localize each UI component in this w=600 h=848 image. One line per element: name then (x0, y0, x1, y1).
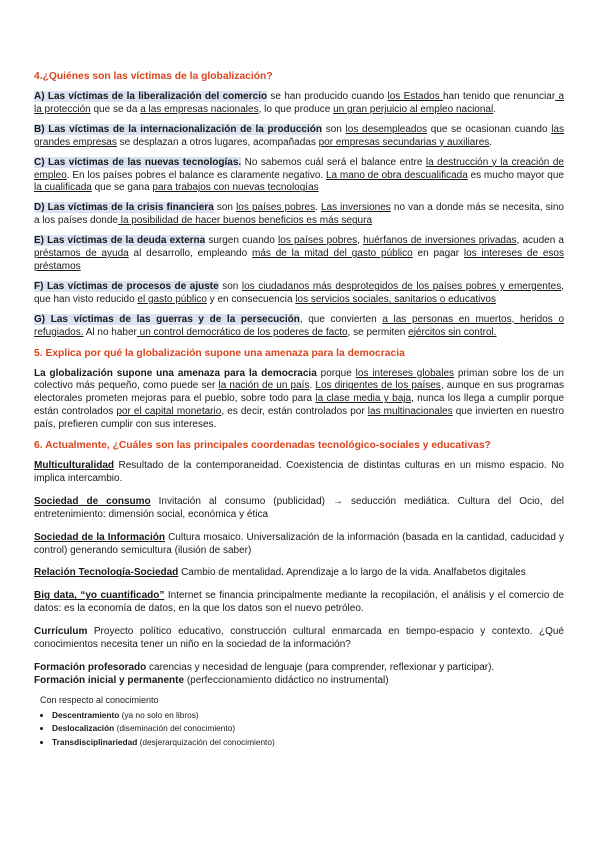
victims-commerce: A) Las víctimas de la liberalización del comercio se han producido cuando los Estados han tenido que renunciar a la protección que se da a las empresas nacionales, lo que produce un gran perjuicio al empleo nacional. (34, 91, 565, 115)
victims-adjustment: F) Las víctimas de procesos de ajuste son los ciudadanos más desprotegidos de los países pobres y emergentes, que han visto reducido el gasto público y en consecuencia los servicios sociales, sanitarios o educativos (34, 280, 564, 305)
item-multiculturalidad: Multiculturalidad Resultado de la contemporaneidad. Coexistencia de distintas culturas en un mismo espacio. No implica intercambio. (34, 460, 564, 484)
item-relacion-tecnologia: Relación Tecnología-Sociedad Cambio de mentalidad. Aprendizaje a lo largo de la vida. Analfabetos digitales (34, 567, 526, 579)
item-sociedad-informacion: Sociedad de la Información Cultura mosaico. Universalización de la información (basada en la cantidad, caducidad y control) generando semicultura (ilusión de saber) (34, 531, 564, 556)
victims-external-debt: E) Las víctimas de la deuda externa surgen cuando los países pobres, huérfanos de inversiones privadas, acuden a préstamos de ayuda al desarrollo, empleando más de la mitad del gasto público en pagar los intereses de esos préstamos (34, 235, 564, 272)
document-content (34, 70, 564, 749)
knowledge-list (34, 709, 564, 750)
list-item: • Transdisciplinariedad (desjerarquización del conocimiento) (52, 736, 564, 750)
democracy-paragraph: La globalización supone una amenaza para la democracia porque los intereses globales priman sobre los de un colectivo más pequeño, como puede ser la nación de un país. Los dirigentes de los países, aunque en sus programas electorales prometen mejoras para el pueblo, sobre todo para la clase media y baja, nunca los llega a cumplir porque están controlados por el capital monetario, es decir, están controlados por las multinacionales que invierten en nuestro país, prefieren cumplir con sus intereses. (34, 367, 565, 431)
question-6-heading: 6. Actualmente, ¿Cuáles son las principales coordenadas tecnológico-sociales y educativas? (34, 440, 491, 452)
knowledge-label: Con respecto al conocimiento (40, 694, 159, 705)
question-4-heading: 4.¿Quiénes son las víctimas de la globalización? (34, 71, 273, 82)
victims-wars: G) Las víctimas de las guerras y de la persecución, que convierten a las personas en muertos, heridos o refugiados. Al no haber un control democrático de los poderes de facto, se permiten ejércitos sin control. (34, 313, 564, 338)
list-item: • Deslocalización (diseminación del conocimiento) (52, 722, 564, 736)
victims-financial-crisis: D) Las víctimas de la crisis financiera son los países pobres. Las inversiones no van a donde más se necesita, sino a los países donde la posibilidad de hacer buenos beneficios es más segura (34, 202, 564, 227)
item-formacion-profesorado: Formación profesorado carencias y necesidad de lenguaje (para comprender, reflexionar y participar). (34, 662, 495, 673)
victims-production: B) Las víctimas de la internacionalización de la producción son los desempleados que se ocasionan cuando las grandes empresas se desplazan a otros lugares, acompañadas por empresas secundarias y auxiliares. (34, 123, 564, 148)
victims-technology: C) Las víctimas de las nuevas tecnologías. No sabemos cuál será el balance entre la destrucción y la creación de empleo. En los países pobres el balance es claramente negativo. La mano de obra descualificada es mucho mayor que la cualificada que se gana para trabajos con nuevas tecnologías (34, 156, 564, 194)
list-item: • Descentramiento (ya no solo en libros) (52, 709, 564, 723)
item-formacion-inicial: Formación inicial y permanente (perfeccionamiento didáctico no instrumental) (34, 674, 389, 686)
question-5-heading: 5. Explica por qué la globalización supone una amenaza para la democracia (34, 347, 405, 359)
item-curriculum: Currículum Proyecto político educativo, construcción cultural enmarcada en tiempo-espacio y contexto. ¿Qué conocimientos necesita tener un niño en la sociedad de la información? (34, 626, 564, 651)
item-big-data: Big data, “yo cuantificado” Internet se financia principalmente mediante la recopilación, el análisis y el comercio de datos: es la economía de datos, en la que los datos son el nuevo petróleo. (34, 590, 564, 615)
item-sociedad-consumo: Sociedad de consumo Invitación al consumo (publicidad) → seducción mediática. Cultura del Ocio, del entretenimiento: dimensión social, económica y ética (34, 495, 565, 520)
